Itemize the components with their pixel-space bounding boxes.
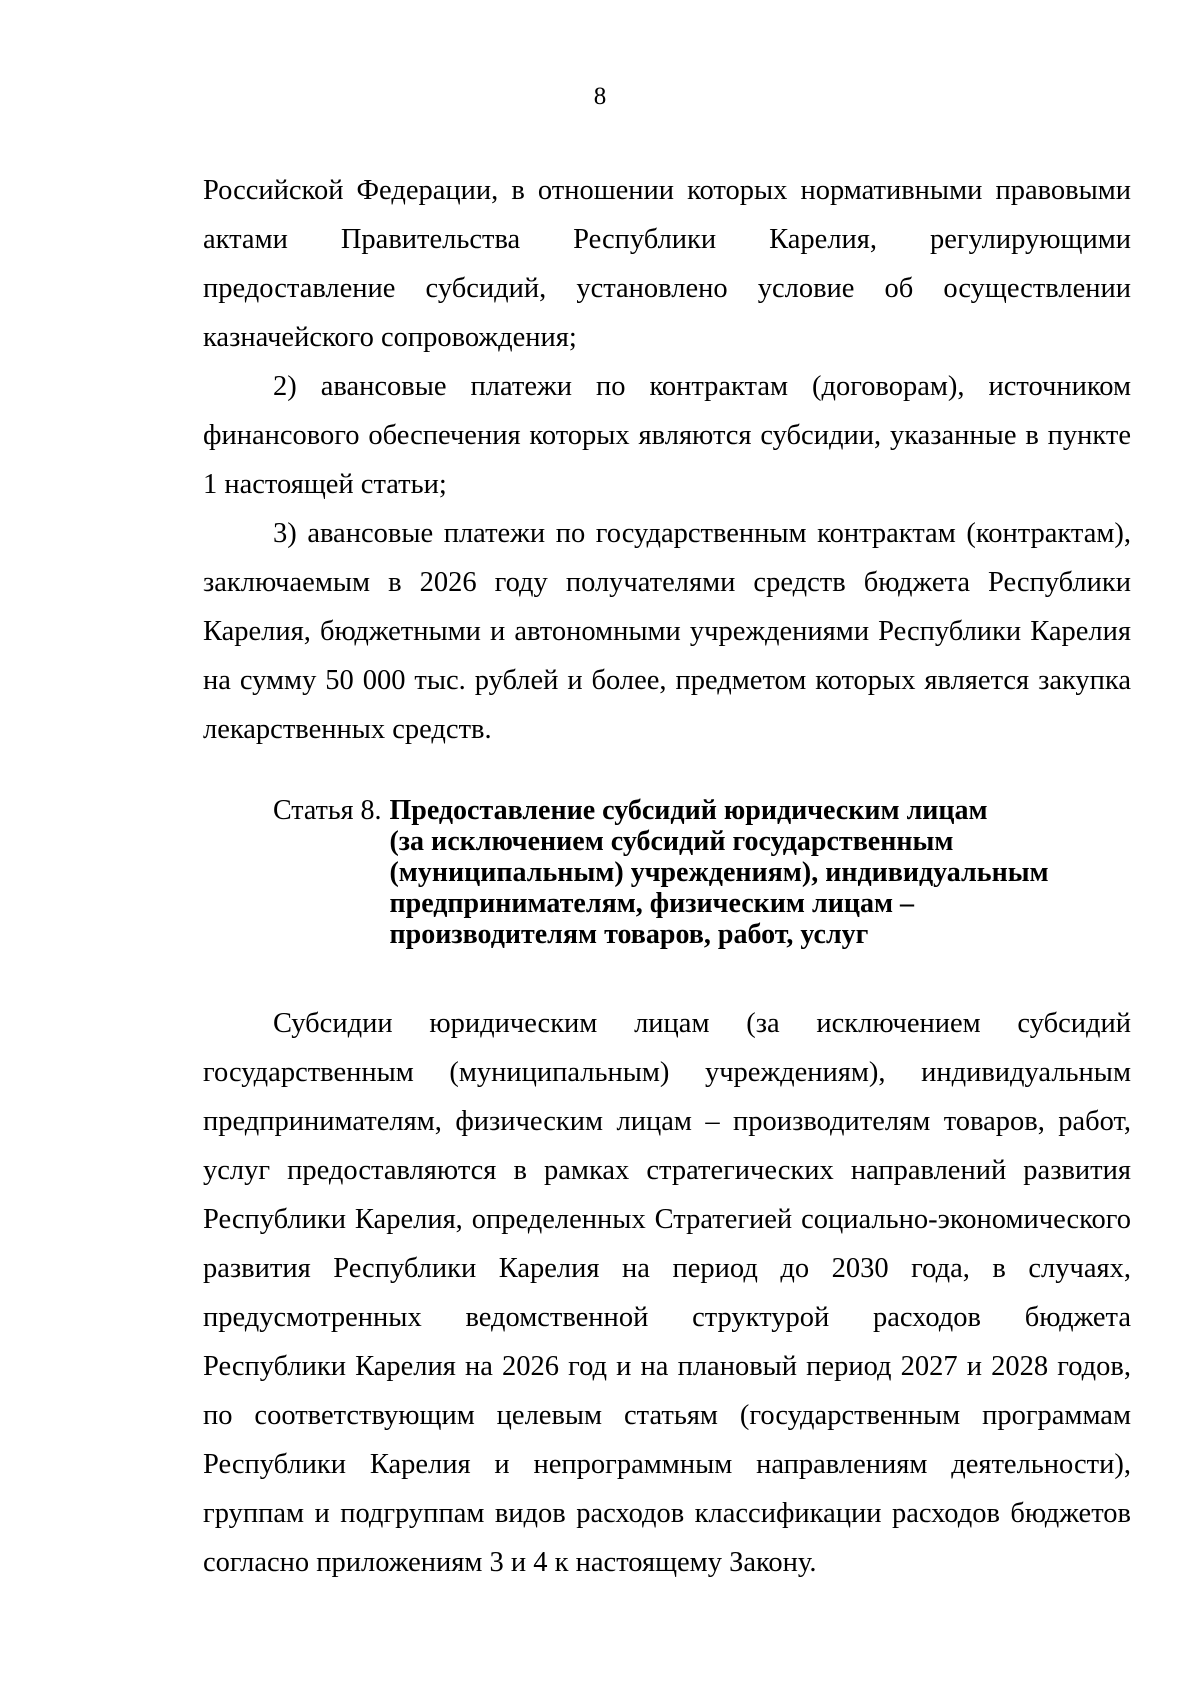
article-title-line: (за исключением субсидий государственным <box>389 826 954 857</box>
paragraph-continuation: Российской Федерации, в отношении которых нормативными правовыми актами Правительства Республики Карелия, регулирующими предоставление субсидий, установлено условие об осуществлении казначейского сопровождения; <box>203 175 1131 353</box>
article-title-line: производителям товаров, работ, услуг <box>389 919 869 950</box>
article-title-line: (муниципальным) учреждениям), индивидуальным <box>389 857 1049 888</box>
page-number: 8 <box>593 83 607 110</box>
article-body-paragraph: Субсидии юридическим лицам (за исключением субсидий государственным (муниципальным) учреждениям), индивидуальным предпринимателям, физическим лицам – производителям товаров, работ, услуг предоставляются в рамках стратегических направлений развития Республики Карелия, определенных Стратегией социально-экономического развития Республики Карелия на период до 2030 года, в случаях, предусмотренных ведомственной структурой расходов бюджета Республики Карелия на 2026 год и на плановый период 2027 и 2028 годов, по соответствующим целевым статьям (государственным программам Республики Карелия и непрограммным направлениям деятельности), группам и подгруппам видов расходов классификации расходов бюджетов согласно приложениям 3 и 4 к настоящему Закону. <box>203 1008 1131 1578</box>
text-block-top <box>203 166 1131 754</box>
article-heading <box>273 795 1131 950</box>
text-block-bottom <box>203 999 1131 1587</box>
paragraph-item-2: 2) авансовые платежи по контрактам (договорам), источником финансового обеспечения которых являются субсидии, указанные в пункте 1 настоящей статьи; <box>203 371 1131 500</box>
article-title <box>389 795 1048 950</box>
article-title-line: предпринимателям, физическим лицам – <box>389 888 915 919</box>
article-title-line: Предоставление субсидий юридическим лицам <box>389 795 988 826</box>
article-label: Статья 8. <box>273 795 382 826</box>
paragraph-item-3: 3) авансовые платежи по государственным контрактам (контрактам), заключаемым в 2026 году получателями средств бюджета Республики Карелия, бюджетными и автономными учреждениями Республики Карелия на сумму 50 000 тыс. рублей и более, предметом которых является закупка лекарственных средств. <box>203 518 1131 745</box>
